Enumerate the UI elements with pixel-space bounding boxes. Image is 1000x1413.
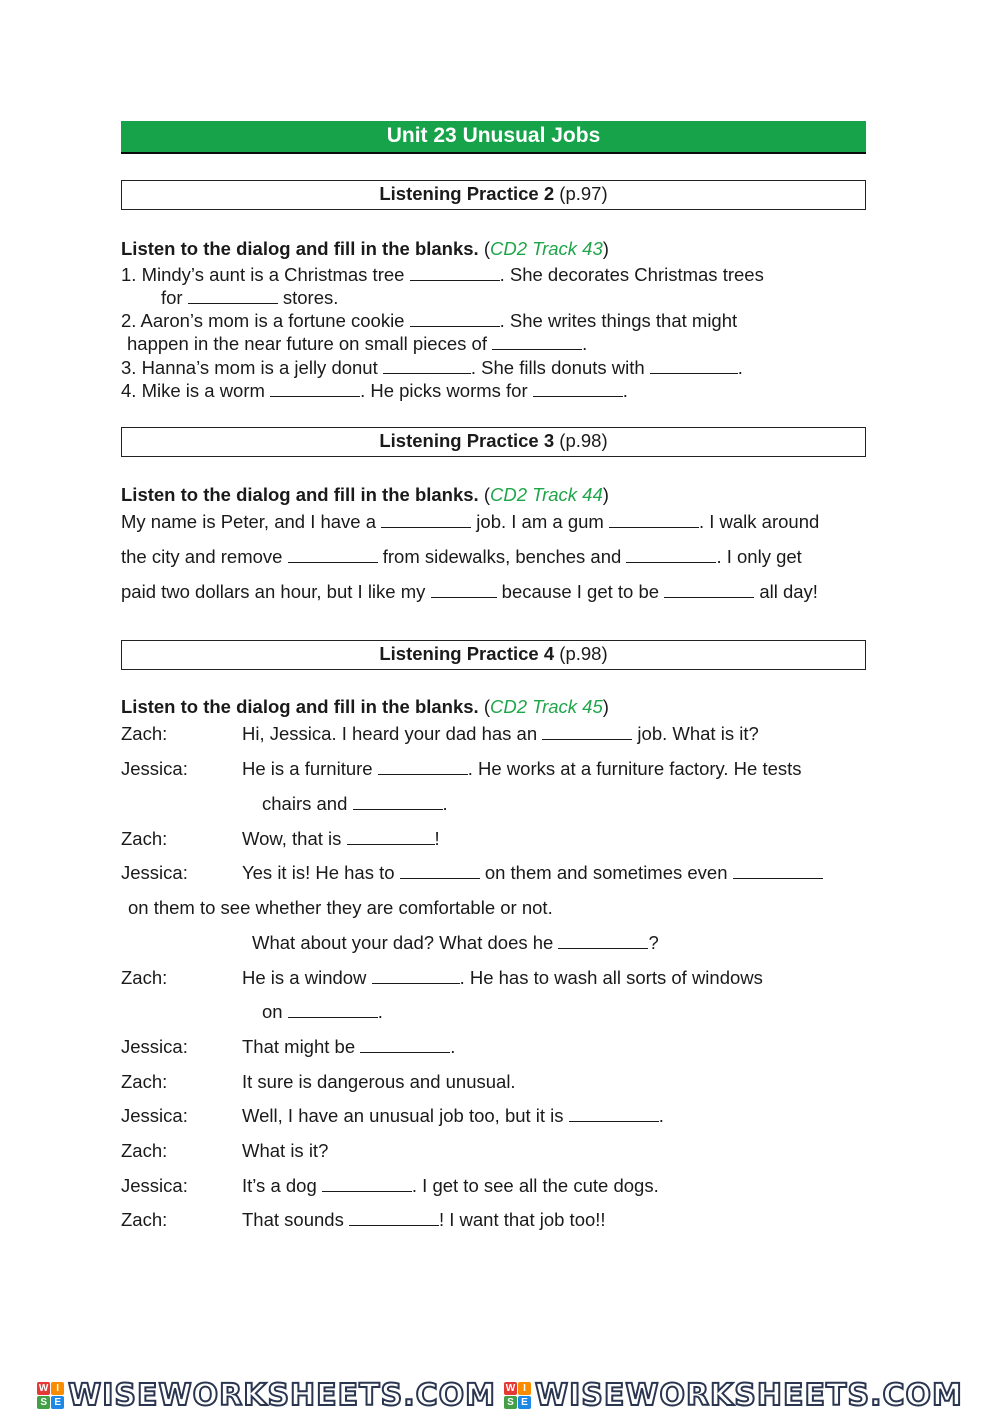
track-label: CD2 Track 45 (490, 696, 603, 717)
speaker-label: Zach: (121, 1071, 168, 1092)
blank[interactable] (533, 380, 623, 397)
dialog-line (242, 723, 759, 745)
question-1 (121, 264, 764, 286)
blank[interactable] (383, 357, 471, 374)
instruction-text: Listen to the dialog and fill in the blanks. (121, 484, 479, 505)
instruction-text: Listen to the dialog and fill in the blanks. (121, 238, 479, 259)
section-heading-title: Listening Practice 2 (379, 183, 555, 204)
dialog-text: . (377, 1001, 383, 1022)
speaker-label: Zach: (121, 1140, 168, 1161)
dialog-line (242, 758, 802, 780)
question-text: . He picks worms for (360, 380, 533, 401)
dialog-text: Yes it is! He has to (242, 862, 400, 883)
passage-line-3 (121, 581, 818, 603)
instruction-p3 (121, 484, 609, 506)
speaker-label: Zach: (121, 967, 168, 988)
speaker-label: Jessica: (121, 1105, 188, 1126)
question-text: . (582, 333, 588, 354)
dialog-text: ? (648, 932, 659, 953)
blank[interactable] (558, 932, 648, 949)
dialog-text: on (262, 1001, 288, 1022)
unit-title-banner: Unit 23 Unusual Jobs (121, 121, 866, 154)
blank[interactable] (378, 758, 468, 775)
paren: ) (602, 238, 609, 259)
logo-tile: S (37, 1396, 50, 1409)
passage-text: job. I am a gum (471, 511, 609, 532)
dialog-line (252, 932, 659, 954)
dialog-text: . He works at a furniture factory. He tests (467, 758, 802, 779)
site-logo (504, 1378, 963, 1413)
speaker-label: Zach: (121, 723, 168, 744)
question-2 (121, 310, 737, 332)
passage-text: My name is Peter, and I have a (121, 511, 382, 532)
instruction-p2 (121, 238, 609, 260)
passage-text: all day! (754, 581, 818, 602)
question-text: . (622, 380, 628, 401)
paren: ) (602, 696, 609, 717)
question-text: 4. Mike is a worm (121, 380, 271, 401)
track-label: CD2 Track 44 (490, 484, 603, 505)
blank[interactable] (381, 511, 471, 528)
question-text: . (737, 357, 743, 378)
blank[interactable] (609, 511, 699, 528)
logo-text: WISEWORKSHEETS.COM (535, 1378, 963, 1413)
dialog-text: That sounds (242, 1209, 349, 1230)
dialog-text: Well, I have an unusual job too, but it is (242, 1105, 569, 1126)
blank[interactable] (650, 357, 738, 374)
blank[interactable] (322, 1175, 412, 1192)
dialog-text: . (658, 1105, 664, 1126)
blank[interactable] (492, 333, 582, 350)
blank[interactable] (188, 287, 278, 304)
question-text: . She decorates Christmas trees (499, 264, 764, 285)
question-text: 3. Hanna’s mom is a jelly donut (121, 357, 383, 378)
speaker-label: Jessica: (121, 862, 188, 883)
passage-text: paid two dollars an hour, but I like my (121, 581, 431, 602)
logo-tile: E (51, 1396, 64, 1409)
dialog-text: . (442, 793, 448, 814)
dialog-text: . I get to see all the cute dogs. (411, 1175, 659, 1196)
passage-text: the city and remove (121, 546, 288, 567)
logo-tiles-icon (504, 1382, 531, 1409)
dialog-line (242, 1036, 455, 1058)
paren: ( (478, 238, 491, 259)
speaker-label: Jessica: (121, 1175, 188, 1196)
blank[interactable] (431, 581, 497, 598)
blank[interactable] (270, 380, 360, 397)
blank[interactable] (733, 862, 823, 879)
dialog-line: It sure is dangerous and unusual. (242, 1071, 516, 1092)
question-text: . She writes things that might (499, 310, 738, 331)
question-1-cont (161, 287, 338, 309)
dialog-text: job. What is it? (632, 723, 759, 744)
passage-text: because I get to be (496, 581, 665, 602)
dialog-line (262, 793, 448, 815)
dialog-line: on them to see whether they are comfortable or not. (128, 897, 553, 918)
dialog-text: ! (434, 828, 440, 849)
passage-text: . I only get (716, 546, 802, 567)
blank[interactable] (360, 1036, 450, 1053)
blank[interactable] (288, 546, 378, 563)
section-heading-title: Listening Practice 4 (379, 643, 555, 664)
dialog-text: ! I want that job too!! (438, 1209, 606, 1230)
track-label: CD2 Track 43 (490, 238, 603, 259)
dialog-line (242, 1105, 664, 1127)
logo-tile: W (505, 1383, 516, 1394)
blank[interactable] (349, 1209, 439, 1226)
logo-tiles-icon (37, 1382, 64, 1409)
instruction-text: Listen to the dialog and fill in the blanks. (121, 696, 479, 717)
logo-tile: S (504, 1396, 517, 1409)
dialog-line (242, 1175, 659, 1197)
dialog-text: He is a furniture (242, 758, 378, 779)
question-text: for (161, 287, 188, 308)
paren: ( (478, 696, 491, 717)
speaker-label: Zach: (121, 828, 168, 849)
dialog-line (242, 967, 763, 989)
question-text: . She fills donuts with (470, 357, 650, 378)
blank[interactable] (410, 264, 500, 281)
dialog-text: . (450, 1036, 456, 1057)
section-heading-p4 (121, 640, 866, 670)
paren: ( (478, 484, 491, 505)
paren: ) (602, 484, 609, 505)
blank[interactable] (626, 546, 716, 563)
dialog-text: Wow, that is (242, 828, 347, 849)
dialog-text: chairs and (262, 793, 353, 814)
question-text: 2. Aaron’s mom is a fortune cookie (121, 310, 410, 331)
section-heading-title: Listening Practice 3 (379, 430, 555, 451)
logo-tile: E (518, 1396, 531, 1409)
section-heading-page: (p.98) (554, 643, 608, 664)
blank[interactable] (410, 310, 500, 327)
dialog-text: Hi, Jessica. I heard your dad has an (242, 723, 543, 744)
logo-text: WISEWORKSHEETS.COM (68, 1378, 496, 1413)
blank[interactable] (353, 793, 443, 810)
question-text: stores. (277, 287, 339, 308)
passage-line-1 (121, 511, 819, 533)
blank[interactable] (372, 967, 460, 984)
blank[interactable] (288, 1001, 378, 1018)
dialog-line (242, 828, 440, 850)
speaker-label: Jessica: (121, 758, 188, 779)
blank[interactable] (542, 723, 632, 740)
question-4 (121, 380, 628, 402)
question-3 (121, 357, 743, 379)
footer-watermark (0, 1378, 1000, 1413)
section-heading-p3 (121, 427, 866, 457)
section-heading-page: (p.97) (554, 183, 608, 204)
dialog-line (262, 1001, 383, 1023)
dialog-line: What is it? (242, 1140, 329, 1161)
speaker-label: Jessica: (121, 1036, 188, 1057)
dialog-text: It’s a dog (242, 1175, 322, 1196)
passage-line-2 (121, 546, 802, 568)
speaker-label: Zach: (121, 1209, 168, 1230)
blank[interactable] (347, 828, 435, 845)
blank[interactable] (664, 581, 754, 598)
dialog-text: He is a window (242, 967, 372, 988)
site-logo (37, 1378, 496, 1413)
section-heading-p2 (121, 180, 866, 210)
passage-text: . I walk around (698, 511, 820, 532)
logo-tile: W (38, 1383, 49, 1394)
dialog-text: What about your dad? What does he (252, 932, 559, 953)
question-text: happen in the near future on small pieces of (127, 333, 493, 354)
passage-text: from sidewalks, benches and (377, 546, 627, 567)
dialog-line (242, 1209, 606, 1231)
dialog-text: on them and sometimes even (479, 862, 733, 883)
logo-tile: I (518, 1382, 531, 1395)
logo-tile: I (51, 1382, 64, 1395)
question-text: 1. Mindy’s aunt is a Christmas tree (121, 264, 410, 285)
instruction-p4 (121, 696, 609, 718)
blank[interactable] (400, 862, 480, 879)
dialog-line (242, 862, 823, 884)
dialog-text: . He has to wash all sorts of windows (459, 967, 763, 988)
question-2-cont (127, 333, 587, 355)
dialog-text: That might be (242, 1036, 361, 1057)
blank[interactable] (569, 1105, 659, 1122)
section-heading-page: (p.98) (554, 430, 608, 451)
